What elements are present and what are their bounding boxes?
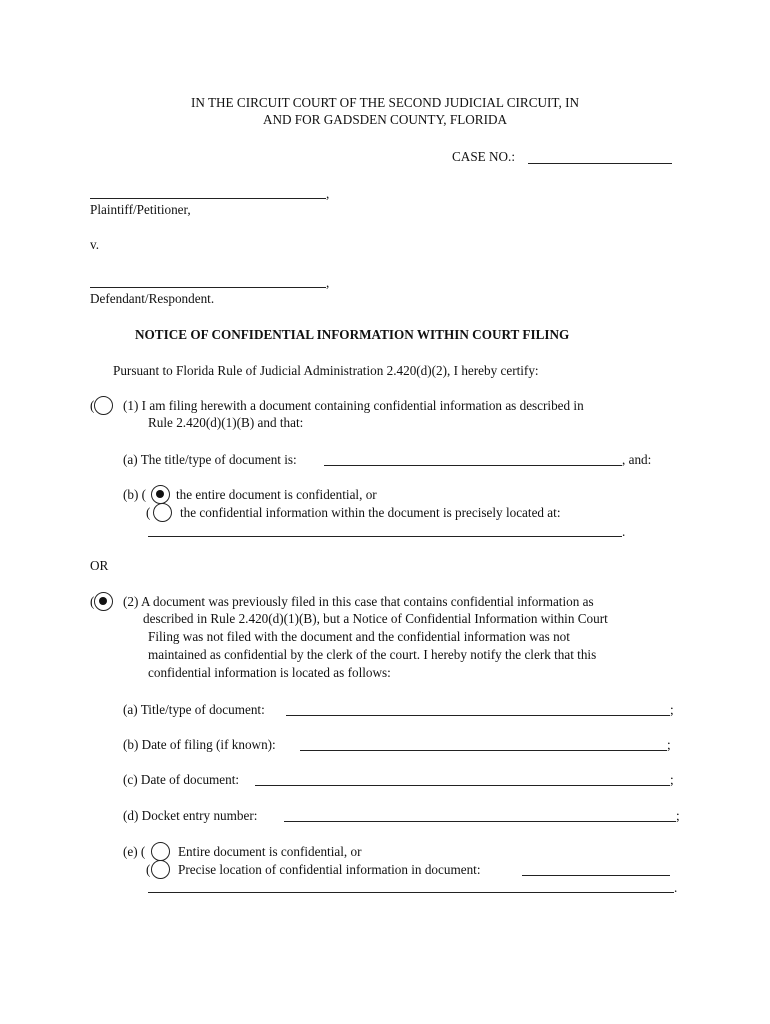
document-title: NOTICE OF CONFIDENTIAL INFORMATION WITHIN COURT FILING bbox=[135, 327, 570, 342]
option2-line1: (2) A document was previously filed in this case that contains confidential information as bbox=[123, 594, 594, 609]
option1-a-field[interactable] bbox=[324, 465, 622, 466]
court-header-line2: AND FOR GADSDEN COUNTY, FLORIDA bbox=[262, 112, 508, 127]
court-header-line1: IN THE CIRCUIT COURT OF THE SECOND JUDICIAL CIRCUIT, IN bbox=[191, 95, 579, 110]
option2-e-location-text: Precise location of confidential information in document: bbox=[178, 862, 481, 877]
option1-b-label: (b) ( bbox=[123, 487, 147, 502]
defendant-name-field[interactable] bbox=[90, 287, 326, 288]
option2-d-label: (d) Docket entry number: bbox=[123, 808, 258, 823]
versus-label: v. bbox=[90, 237, 100, 252]
option1-b-location-text: the confidential information within the document is precisely located at: bbox=[180, 505, 561, 520]
option1-line1: (1) I am filing herewith a document containing confidential information as described in bbox=[123, 398, 584, 413]
option1-a-suffix: , and: bbox=[622, 452, 652, 467]
option2-a-end: ; bbox=[670, 702, 674, 717]
option2-b-field[interactable] bbox=[300, 750, 667, 751]
plaintiff-name-field[interactable] bbox=[90, 198, 326, 199]
option2-a-label: (a) Title/type of document: bbox=[123, 702, 265, 717]
case-number-field[interactable] bbox=[528, 163, 672, 164]
plaintiff-label: Plaintiff/Petitioner, bbox=[90, 202, 191, 217]
option1-line2: Rule 2.420(d)(1)(B) and that: bbox=[148, 415, 304, 430]
option2-e-location-radio[interactable] bbox=[151, 860, 170, 879]
option2-c-end: ; bbox=[670, 772, 674, 787]
option1-b-location-radio[interactable] bbox=[153, 503, 172, 522]
option2-line4: maintained as confidential by the clerk of the court. I hereby notify the clerk that this bbox=[148, 647, 597, 662]
option2-line2: described in Rule 2.420(d)(1)(B), but a Notice of Confidential Information within Court bbox=[143, 611, 608, 626]
option1-b-entire-text: the entire document is confidential, or bbox=[176, 487, 377, 502]
defendant-comma: , bbox=[326, 275, 330, 290]
option1-radio[interactable] bbox=[94, 396, 113, 415]
case-number-label: CASE NO.: bbox=[452, 149, 516, 164]
intro-text: Pursuant to Florida Rule of Judicial Administration 2.420(d)(2), I hereby certify: bbox=[113, 363, 539, 378]
option1-b-paren2: ( bbox=[146, 505, 151, 520]
option2-e-entire-text: Entire document is confidential, or bbox=[178, 844, 362, 859]
option2-paren: ( bbox=[90, 594, 95, 609]
option2-e-location-field-line2[interactable] bbox=[148, 892, 674, 893]
option1-b-location-field[interactable] bbox=[148, 536, 622, 537]
option1-paren: ( bbox=[90, 398, 95, 413]
option2-e-end: . bbox=[674, 880, 678, 895]
option2-d-field[interactable] bbox=[284, 821, 676, 822]
option2-a-field[interactable] bbox=[286, 715, 670, 716]
option2-e-entire-radio[interactable] bbox=[151, 842, 170, 861]
option1-a-label: (a) The title/type of document is: bbox=[123, 452, 297, 467]
option2-radio[interactable] bbox=[94, 592, 113, 611]
option2-e-paren2: ( bbox=[146, 862, 151, 877]
plaintiff-comma: , bbox=[326, 186, 330, 201]
option2-e-label: (e) ( bbox=[123, 844, 146, 859]
option2-line5: confidential information is located as follows: bbox=[148, 665, 391, 680]
option2-c-field[interactable] bbox=[255, 785, 670, 786]
option1-b-entire-radio[interactable] bbox=[151, 485, 170, 504]
option2-b-label: (b) Date of filing (if known): bbox=[123, 737, 276, 752]
option1-b-end: . bbox=[622, 524, 626, 539]
option2-d-end: ; bbox=[676, 808, 680, 823]
defendant-label: Defendant/Respondent. bbox=[90, 291, 215, 306]
or-label: OR bbox=[90, 558, 109, 573]
option2-line3: Filing was not filed with the document and the confidential information was not bbox=[148, 629, 570, 644]
option2-b-end: ; bbox=[667, 737, 671, 752]
option2-e-location-field[interactable] bbox=[522, 875, 670, 876]
option2-c-label: (c) Date of document: bbox=[123, 772, 240, 787]
